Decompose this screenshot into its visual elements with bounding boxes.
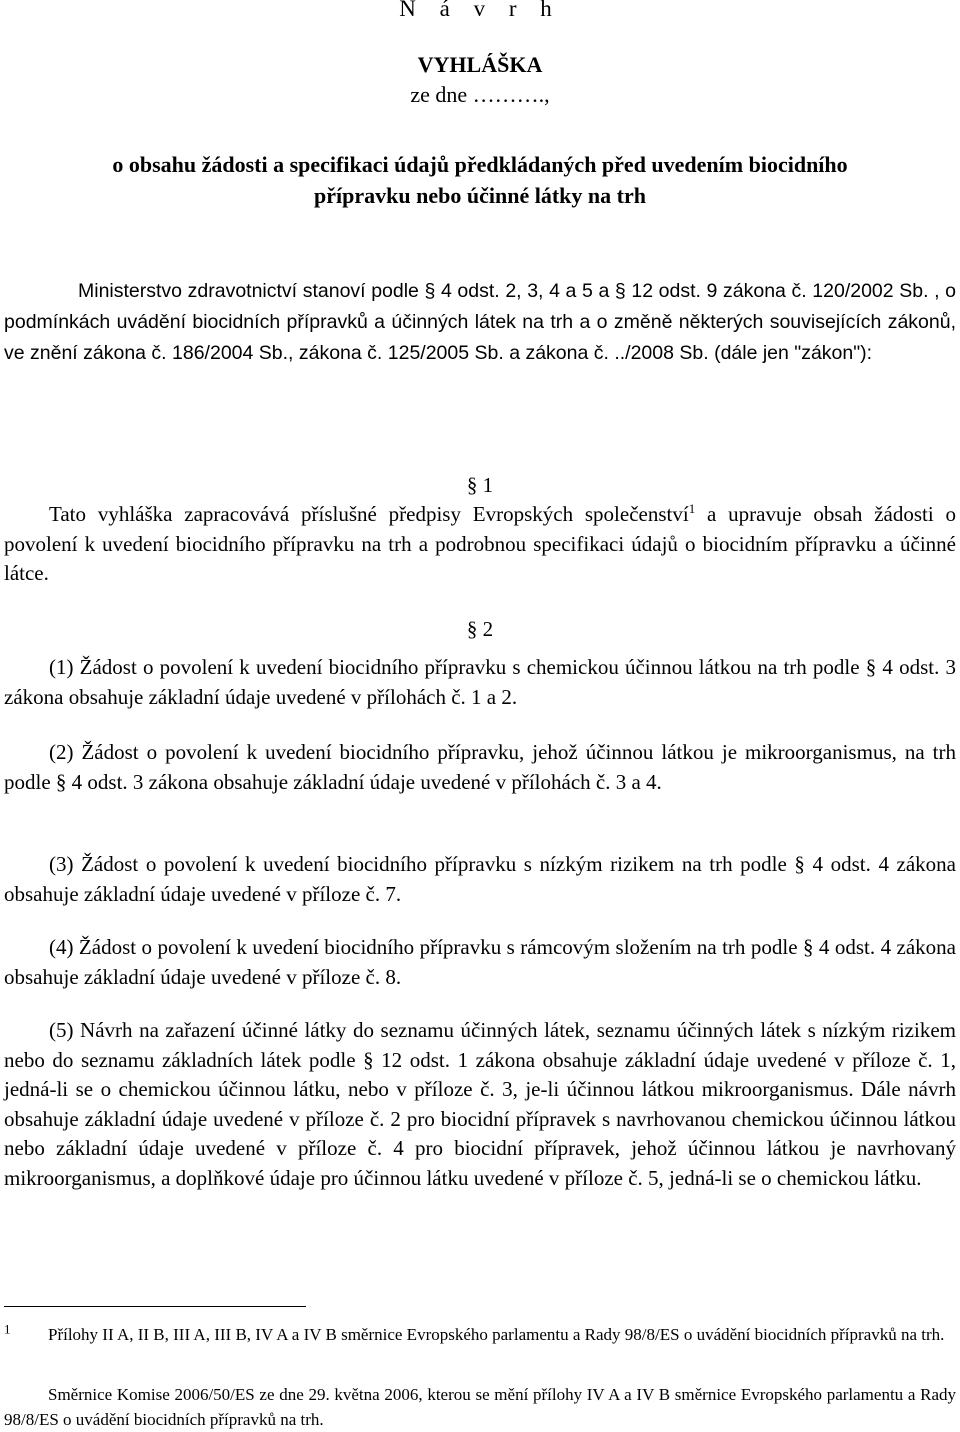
footnote-mark: 1 bbox=[4, 1321, 11, 1337]
footnote-1 bbox=[4, 1322, 960, 1347]
section-2-paragraph-5 bbox=[4, 1016, 956, 1193]
document-date: ze dne ………., bbox=[410, 82, 550, 107]
section-1-text bbox=[4, 500, 956, 589]
paragraph-text: (4) Žádost o povolení k uvedení biocidního přípravku s rámcovým složením na trh podle § 4 odst. 4 zákona obsahuje základní údaje uvedené v příloze č. 8. bbox=[4, 935, 956, 989]
paragraph-text: (1) Žádost o povolení k uvedení biocidního přípravku s chemickou účinnou látkou na trh podle § 4 odst. 3 zákona obsahuje základní údaje uvedené v přílohách č. 1 a 2. bbox=[4, 655, 956, 709]
section-2-paragraph-3 bbox=[4, 850, 956, 909]
draft-label: N á v r h bbox=[399, 0, 561, 21]
paragraph-text: (2) Žádost o povolení k uvedení biocidního přípravku, jehož účinnou látkou je mikroorganismus, na trh podle § 4 odst. 3 zákona obsahuje základní údaje uvedené v přílohách č. 3 a 4. bbox=[4, 740, 956, 794]
footnote-ref: 1 bbox=[688, 501, 696, 516]
section-2-paragraph-4 bbox=[4, 933, 956, 992]
footnote-1-text: Přílohy II A, II B, III A, III B, IV A a IV B směrnice Evropského parlamentu a Rady 98/8/ES o uvádění biocidních přípravků na trh. bbox=[48, 1325, 945, 1344]
title-line-2: přípravku nebo účinné látky na trh bbox=[314, 183, 646, 208]
title-line-1: o obsahu žádosti a specifikaci údajů předkládaných před uvedením biocidního bbox=[112, 152, 848, 177]
footnote-1-continuation bbox=[4, 1382, 956, 1432]
section-1-text-before: Tato vyhláška zapracovává příslušné předpisy Evropských společenství bbox=[49, 502, 689, 526]
section-1-text-after: a upravuje obsah žádosti o povolení k uvedení biocidního přípravku na trh a podrobnou specifikaci údajů o biocidním přípravku a účinné látce. bbox=[4, 502, 956, 585]
document-title bbox=[30, 149, 930, 211]
section-2-heading: § 2 bbox=[466, 617, 494, 641]
preamble-text: Ministerstvo zdravotnictví stanoví podle § 4 odst. 2, 3, 4 a 5 a § 12 odst. 9 zákona č. 120/2002 Sb. , o podmínkách uvádění biocidních přípravků a účinných látek na trh a o změně některých souvisejících zákonů, ve znění zákona č. 186/2004 Sb., zákona č. 125/2005 Sb. a zákona č. ../2008 Sb. (dále jen "zákon"): bbox=[4, 280, 956, 364]
document-type: VYHLÁŠKA bbox=[417, 52, 543, 77]
section-2-paragraph-1 bbox=[4, 653, 956, 712]
footnote-2-text: Směrnice Komise 2006/50/ES ze dne 29. května 2006, kterou se mění přílohy IV A a IV B směrnice Evropského parlamentu a Rady 98/8/ES o uvádění biocidních přípravků na trh. bbox=[4, 1385, 956, 1429]
paragraph-text: (3) Žádost o povolení k uvedení biocidního přípravku s nízkým rizikem na trh podle § 4 odst. 4 zákona obsahuje základní údaje uvedené v příloze č. 7. bbox=[4, 852, 956, 906]
preamble bbox=[4, 276, 956, 369]
section-1-heading: § 1 bbox=[466, 473, 494, 497]
paragraph-text: (5) Návrh na zařazení účinné látky do seznamu účinných látek, seznamu účinných látek s nízkým rizikem nebo do seznamu základních látek podle § 12 odst. 1 zákona obsahuje základní údaje uvedené v příloze č. 1, jedná-li se o chemickou účinnou látku, nebo v příloze č. 3, je-li účinnou látkou mikroorganismus. Dále návrh obsahuje základní údaje uvedené v příloze č. 2 pro biocidní přípravek s navrhovanou chemickou účinnou látkou nebo základní údaje uvedené v příloze č. 4 pro biocidní přípravek, jehož účinnou látkou je navrhovaný mikroorganismus, a doplňkové údaje pro účinnou látku uvedené v příloze č. 5, jedná-li se o chemickou látku. bbox=[4, 1018, 956, 1190]
section-2-paragraph-2 bbox=[4, 738, 956, 797]
footnote-separator bbox=[4, 1306, 306, 1307]
